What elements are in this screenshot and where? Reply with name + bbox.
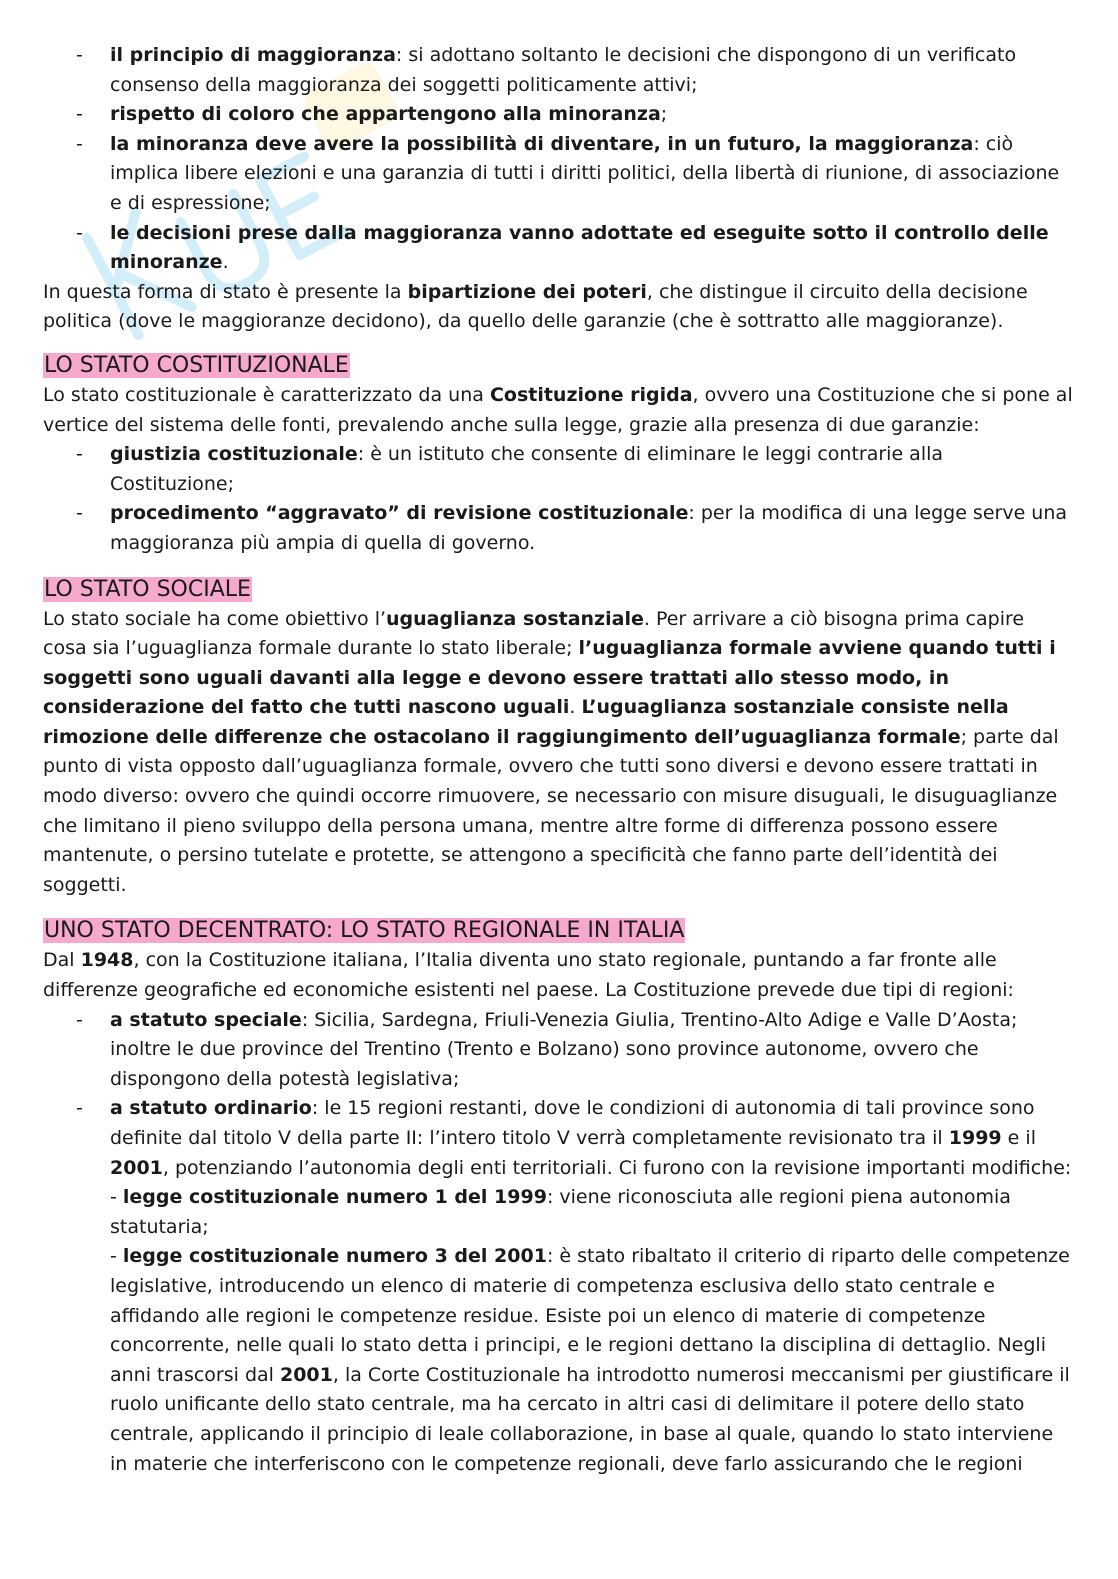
para-text: , che distingue il circuito della decisione politica (dove le maggioranze decidono), da quello delle garanzie (che è sottratto alle maggioranze). (43, 280, 1028, 333)
item-bold: le decisioni prese dalla maggioranza vanno adottate ed eseguite sotto il controllo delle minoranze (110, 221, 1049, 274)
item-text: e il (1001, 1127, 1036, 1149)
regioni-list (43, 1006, 1073, 1480)
item-bold: a statuto ordinario (110, 1097, 312, 1120)
sub-text: : viene riconosciuta alle regioni piena autonomia statutaria; (110, 1186, 1011, 1238)
para-text: Dal (43, 949, 81, 972)
list-item (43, 100, 1073, 130)
sub-bold: 2001 (279, 1363, 333, 1386)
item-text: , potenziando l’autonomia degli enti territoriali. Ci furono con la revisione importanti modifiche: (162, 1156, 1072, 1179)
para-bold: Costituzione rigida (489, 383, 693, 406)
item-text: : per la modifica di una legge serve una maggioranza più ampia di quella di governo. (110, 502, 1068, 554)
sub-item-legge-1-1999 (110, 1183, 1073, 1242)
list-item (43, 1006, 1073, 1095)
section-title-stato-regionale (43, 916, 1073, 946)
item-text: : è un istituto che consente di eliminare le leggi contrarie alla Costituzione; (110, 443, 944, 495)
sub-text: , la Corte Costituzionale ha introdotto numerosi meccanismi per giustificare il ruolo unificante dello stato centrale, ma ha cercato in altri casi di delimitare il potere dello stato centrale, applicando il principio di leale collaborazione, in base al quale, quando lo stato interviene in materie che interferiscono con le competenze regionali, deve farlo assicurando che le regioni (110, 1363, 1070, 1475)
list-item (43, 219, 1073, 278)
para-text: . (569, 696, 582, 719)
document-page (43, 41, 1073, 1479)
para-text: , con la Costituzione italiana, l’Italia diventa uno stato regionale, puntando a far fronte alle differenze geografiche ed economiche esistenti nel paese. La Costituzione prevede due tipi di regioni: (43, 949, 1014, 1002)
para-bold: uguaglianza sostanziale (386, 607, 644, 630)
list-item (43, 1094, 1073, 1479)
sub-item-legge-3-2001 (110, 1242, 1073, 1479)
sub-dash: - (110, 1186, 123, 1209)
sub-text: : è stato ribaltato il criterio di riparto delle competenze legislative, introducendo un elenco di materie di competenza esclusiva dello stato centrale e affidando alle regioni le competenze residue. Esiste poi un elenco di materie di competenze concorrente, nelle quali lo stato detta i principi, e le regioni dettano la disciplina di dettaglio. Negli anni trascorsi dal (110, 1245, 1070, 1386)
section-paragraph (43, 381, 1073, 440)
intro-paragraph (43, 278, 1073, 337)
section-title-stato-sociale (43, 575, 1073, 605)
section-paragraph (43, 605, 1073, 901)
para-text: ; parte dal punto di vista opposto dall’uguaglianza formale, ovvero che tutti sono diversi e devono essere trattati in modo diverso: ovvero che quindi occorre rimuovere, se necessario con misure disuguali, le disuguaglianze che limitano il pieno sviluppo della persona umana, mentre altre forme di differenza possono essere mantenute, o persino tutelate e protette, se attengono a specificità che fanno parte dell’identità dei soggetti. (43, 725, 1059, 896)
para-text: Lo stato sociale ha come obiettivo l’ (43, 607, 387, 630)
para-bold: 1948 (80, 949, 134, 972)
item-text: : ciò implica libere elezioni e una garanzia di tutti i diritti politici, della libertà di riunione, di associazione e di espressione; (110, 132, 1060, 214)
para-text: Lo stato costituzionale è caratterizzato da una (43, 383, 490, 406)
item-bold: 2001 (110, 1156, 163, 1179)
para-bold: L’uguaglianza sostanziale consiste nella rimozione delle differenze che ostacolano il raggiungimento dell’uguaglianza formale (43, 696, 1009, 748)
list-item (43, 130, 1073, 219)
para-text: In questa forma di stato è presente la (43, 280, 408, 303)
para-bold: bipartizione dei poteri (407, 280, 647, 303)
sub-bold: legge costituzionale numero 3 del 2001 (122, 1245, 547, 1268)
list-item (43, 440, 1073, 499)
item-text: : si adottano soltanto le decisioni che dispongono di un verificato consenso della maggioranza dei soggetti politicamente attivi; (110, 44, 1017, 96)
item-text: : le 15 regioni restanti, dove le condizioni di autonomia di tali province sono definite dal titolo V della parte II: l’intero titolo V verrà completamente revisionato tra il (110, 1097, 1035, 1149)
highlighted-heading: LO STATO SOCIALE (44, 576, 251, 602)
intro-list (43, 41, 1073, 278)
highlighted-heading: UNO STATO DECENTRATO: LO STATO REGIONALE IN ITALIA (44, 918, 685, 944)
garanzie-list (43, 440, 1073, 558)
item-bold: 1999 (948, 1127, 1002, 1149)
item-bold: giustizia costituzionale (110, 443, 358, 466)
section-paragraph (43, 946, 1073, 1005)
item-bold: procedimento “aggravato” di revisione costituzionale (110, 502, 689, 525)
item-bold: rispetto di coloro che appartengono alla minoranza (110, 103, 661, 126)
para-text: . Per arrivare a ciò bisogna prima capire cosa sia l’uguaglianza formale durante lo stato liberale; (43, 607, 1025, 660)
section-title-stato-costituzionale (43, 351, 1073, 381)
list-item (43, 499, 1073, 558)
item-text: : Sicilia, Sardegna, Friuli-Venezia Giulia, Trentino-Alto Adige e Valle D’Aosta; inoltre le due province del Trentino (Trento e Bolzano) sono province autonome, ovvero che dispongono della potestà legislativa; (110, 1008, 1018, 1090)
item-text: . (222, 251, 229, 274)
sub-dash: - (110, 1245, 123, 1268)
item-bold: la minoranza deve avere la possibilità di diventare, in un futuro, la maggioranza (110, 132, 974, 155)
para-text: , ovvero una Costituzione che si pone al vertice del sistema delle fonti, prevalendo anche sulla legge, grazie alla presenza di due garanzie: (43, 383, 1073, 436)
item-text: ; (660, 103, 668, 126)
highlighted-heading: LO STATO COSTITUZIONALE (44, 352, 349, 378)
list-item (43, 41, 1073, 100)
item-bold: il principio di maggioranza (110, 44, 396, 66)
sub-bold: legge costituzionale numero 1 del 1999 (122, 1186, 547, 1209)
para-bold: l’uguaglianza formale avviene quando tutti i soggetti sono uguali davanti alla legge e devono essere trattati allo stesso modo, in considerazione del fatto che tutti nascono uguali (43, 637, 1056, 719)
item-bold: a statuto speciale (110, 1008, 302, 1031)
